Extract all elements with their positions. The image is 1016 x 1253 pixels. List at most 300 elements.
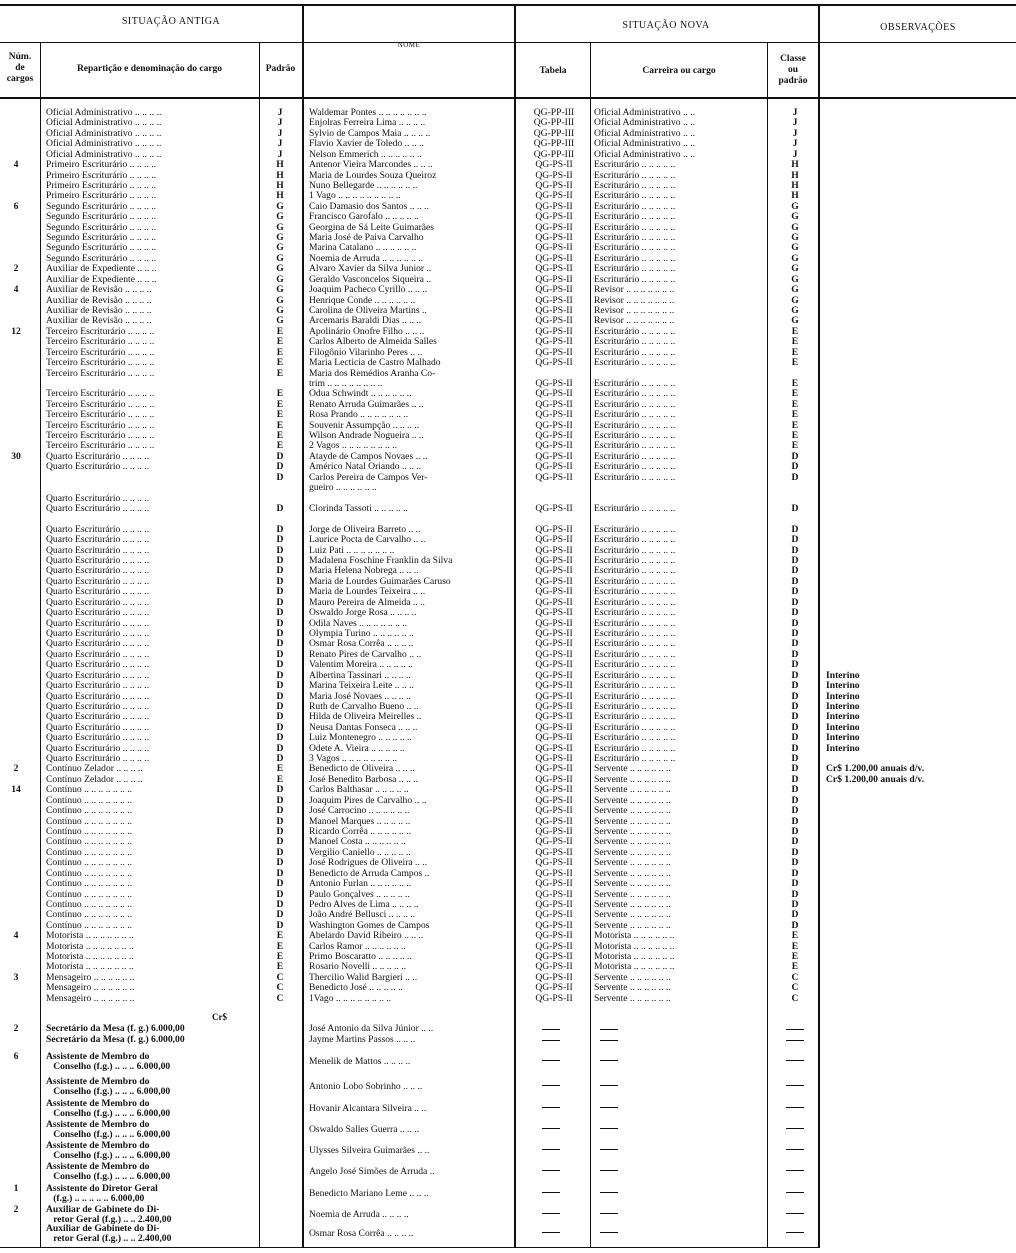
class-grade: D	[791, 597, 799, 608]
career: Escriturário .. .. .. .. ..	[594, 180, 676, 191]
gratified-post: Conselho (f.g.) .. .. .. 6.000,00	[46, 1150, 171, 1162]
employee-name: Antonio Furlan .. .. .. .. .. ..	[309, 879, 412, 890]
table-row	[0, 504, 1016, 514]
col-header-padrao: Padrão	[265, 64, 296, 74]
career: Revisor .. .. .. .. .. .. ..	[594, 305, 675, 316]
old-grade: D	[276, 733, 284, 744]
old-grade: E	[276, 774, 284, 785]
table-row	[0, 181, 1016, 191]
old-post: Contínuo .. .. .. .. .. .. ..	[46, 910, 133, 921]
employee-name: João André Bellusci .. .. .. ..	[309, 910, 416, 921]
table-code: QG-PS-II	[535, 712, 573, 723]
old-post: Quarto Escriturário .. .. .. ..	[46, 691, 150, 702]
old-grade: D	[276, 503, 284, 514]
table-row	[0, 264, 1016, 274]
old-post: Quarto Escriturário .. .. .. ..	[46, 608, 150, 619]
table-row	[0, 921, 1016, 931]
employee-name: Luiz Montenegro .. .. .. .. ..	[309, 733, 412, 744]
employee-name: Jayme Martins Passos .. .. ..	[309, 1034, 416, 1045]
table-code: QG-PP-III	[533, 118, 575, 129]
old-grade: C	[276, 972, 284, 983]
table-code: QG-PS-II	[535, 201, 573, 212]
table-code: QG-PS-II	[535, 180, 573, 191]
gratified-row	[0, 1141, 1016, 1162]
employee-name: Carlos Ramor .. .. .. .. .. ..	[309, 941, 406, 952]
gratified-post: Conselho (f.g.) .. .. .. 6.000,00	[46, 1086, 171, 1098]
employee-name: Odila Naves .. .. .. .. .. .. ..	[309, 618, 408, 629]
old-post: Auxiliar de Revisão .. .. .. ..	[46, 305, 152, 316]
table-code: QG-PS-II	[535, 441, 573, 452]
class-grade: C	[791, 993, 799, 1004]
class-grade: D	[791, 639, 799, 650]
old-post: Contínuo .. .. .. .. .. .. ..	[46, 816, 133, 827]
employee-name: Odua Schwindt .. .. .. .. .. ..	[309, 389, 412, 400]
class-dash	[786, 1128, 804, 1129]
career: Escriturário .. .. .. .. ..	[594, 399, 676, 410]
career-dash	[600, 1128, 618, 1129]
table-code: QG-PS-II	[535, 326, 573, 337]
employee-name: Valentim Moreira .. .. .. .. ..	[309, 660, 413, 671]
old-grade: E	[276, 337, 284, 348]
table-dash	[542, 1128, 560, 1129]
employee-name: Alvaro Xavier da Silva Junior ..	[309, 264, 432, 275]
gratified-post: Assistente de Membro do	[46, 1119, 150, 1130]
table-row	[0, 671, 1016, 681]
table-row	[0, 890, 1016, 900]
old-post: Terceiro Escriturário .. .. .. ..	[46, 389, 155, 400]
gratified-post: Assistente de Membro do	[46, 1098, 150, 1109]
old-post: Quarto Escriturário .. .. .. ..	[46, 639, 150, 650]
class-grade: G	[791, 253, 799, 264]
table-row	[0, 129, 1016, 139]
old-grade: G	[276, 285, 284, 296]
old-post: Quarto Escriturário .. .. .. ..	[46, 660, 150, 671]
table-code: QG-PS-II	[535, 420, 573, 431]
old-post: Motorista .. .. .. .. .. .. ..	[46, 962, 134, 973]
old-post: Contínuo .. .. .. .. .. .. ..	[46, 868, 133, 879]
gratified-row	[0, 1035, 1016, 1045]
table-code: QG-PS-II	[535, 629, 573, 639]
career: Escriturário .. .. .. .. ..	[594, 201, 676, 212]
employee-name: Madalena Foschine Franklin da Silva	[309, 556, 453, 567]
employee-name: Menelik de Mattos .. .. .. ..	[309, 1056, 411, 1068]
old-grade: J	[277, 118, 283, 129]
col-header-reparticao: Repartição e denominação do cargo	[76, 64, 223, 74]
observation: Interino	[826, 743, 860, 754]
cargo-count: 6	[13, 1051, 19, 1062]
old-grade: G	[276, 212, 284, 223]
old-grade: D	[276, 701, 284, 712]
class-grade: D	[791, 837, 799, 848]
class-grade: J	[792, 149, 798, 160]
class-grade: E	[791, 441, 799, 452]
table-dash	[542, 1149, 560, 1150]
table-row	[0, 962, 1016, 972]
class-dash	[786, 1232, 804, 1233]
career: Escriturário .. .. .. .. ..	[594, 378, 676, 389]
table-code: QG-PS-II	[535, 212, 573, 223]
old-grade: H	[276, 160, 284, 171]
employee-name: Sylvio de Campos Maia .. .. .. ..	[309, 128, 431, 139]
old-post: Primeiro Escriturário .. .. .. ..	[46, 180, 157, 191]
employee-name: Hovanir Alcantara Silveira .. ..	[309, 1103, 427, 1115]
career: Escriturário .. .. .. .. ..	[594, 420, 676, 431]
old-grade: D	[276, 472, 284, 483]
table-code: QG-PS-II	[535, 243, 573, 254]
table-row	[0, 483, 1016, 493]
employee-name: Arcemaris Baraldi Dias .. .. ..	[309, 316, 422, 327]
career: Servente .. .. .. .. .. ..	[594, 837, 671, 848]
table-row	[0, 775, 1016, 785]
table-dash	[542, 1192, 560, 1193]
class-grade: D	[791, 795, 799, 806]
table-code: QG-PS-II	[535, 222, 573, 233]
table-row	[0, 243, 1016, 253]
old-grade: D	[276, 889, 284, 900]
table-code: QG-PS-II	[535, 889, 573, 900]
table-dash	[542, 1085, 560, 1086]
gratified-row	[0, 1052, 1016, 1073]
table-code: QG-PS-II	[535, 774, 573, 785]
class-grade: D	[791, 754, 799, 765]
gratified-post: Auxiliar de Gabinete do Di-	[46, 1204, 160, 1215]
old-post: Contínuo .. .. .. .. .. .. ..	[46, 847, 133, 858]
career: Escriturário .. .. .. .. ..	[594, 441, 676, 452]
career: Oficial Administrativo .. ..	[594, 118, 695, 129]
career: Servente .. .. .. .. .. ..	[594, 847, 671, 858]
table-code: QG-PS-II	[535, 170, 573, 181]
class-grade: D	[791, 910, 799, 921]
employee-name: Benedicto José .. .. .. .. ..	[309, 983, 403, 994]
career: Escriturário .. .. .. .. ..	[594, 701, 676, 712]
career: Escriturário .. .. .. .. ..	[594, 535, 676, 546]
table-row	[0, 525, 1016, 535]
employee-name: Maria José Novaes .. .. .. ..	[309, 691, 411, 702]
class-grade: G	[791, 305, 799, 316]
class-dash	[786, 1107, 804, 1108]
employee-name: Souvenir Assumpção .. .. .. ..	[309, 420, 420, 431]
table-code: QG-PS-II	[535, 879, 573, 890]
table-code: QG-PS-II	[535, 910, 573, 921]
table-code: QG-PS-II	[535, 462, 573, 473]
class-grade: C	[791, 972, 799, 983]
table-code: QG-PP-III	[533, 139, 575, 150]
class-grade: D	[791, 889, 799, 900]
table-code: QG-PS-II	[535, 399, 573, 410]
old-post: Terceiro Escriturário .. .. .. ..	[46, 347, 155, 358]
table-code: QG-PS-II	[535, 639, 573, 650]
employee-name: José Rodrigues de Oliveira .. ..	[309, 858, 428, 869]
old-grade: D	[276, 545, 284, 556]
class-grade: D	[791, 545, 799, 556]
old-post: Motorista .. .. .. .. .. .. ..	[46, 952, 134, 963]
class-grade: D	[791, 920, 799, 931]
old-post: Quarto Escriturário .. .. .. ..	[46, 524, 150, 535]
table-row	[0, 233, 1016, 243]
class-grade: D	[791, 816, 799, 827]
class-grade: D	[791, 472, 799, 483]
old-grade: G	[276, 316, 284, 327]
table-code: QG-PS-II	[535, 233, 573, 244]
employee-name: Odete A. Vieira .. .. .. .. ..	[309, 743, 405, 754]
table-row	[0, 942, 1016, 952]
class-grade: G	[791, 201, 799, 212]
gratified-post: Assistente de Membro do	[46, 1140, 150, 1151]
employee-name: 3 Vagos .. .. .. .. .. .. .. ..	[309, 754, 398, 765]
career: Servente .. .. .. .. .. ..	[594, 972, 671, 983]
employee-name: José Antonio da Silva Júnior .. ..	[309, 1023, 434, 1034]
old-post: Contínuo .. .. .. .. .. .. ..	[46, 858, 133, 869]
table-code: QG-PS-II	[535, 816, 573, 827]
observation: Cr$ 1.200,00 anuais d/v.	[826, 774, 925, 785]
table-code: QG-PS-II	[535, 618, 573, 629]
career: Escriturário .. .. .. .. ..	[594, 347, 676, 358]
employee-name: Enjolras Ferreira Lima .. .. .. ..	[309, 118, 426, 129]
old-grade: E	[276, 941, 284, 952]
employee-name: Manoel Marques .. .. .. .. ..	[309, 816, 411, 827]
career: Revisor .. .. .. .. .. .. ..	[594, 295, 675, 306]
employee-name: Oswaldo Salles Guerra .. .. ..	[309, 1124, 420, 1136]
table-code: QG-PS-II	[535, 931, 573, 942]
old-grade: D	[276, 754, 284, 765]
employee-name: Paulo Gonçalves .. .. .. .. ..	[309, 889, 410, 900]
old-grade: D	[276, 826, 284, 837]
old-post: Quarto Escriturário .. .. .. ..	[46, 493, 150, 504]
table-row	[0, 629, 1016, 639]
career: Escriturário .. .. .. .. ..	[594, 556, 676, 567]
class-grade: D	[791, 524, 799, 535]
employee-name: Rosario Novelli .. .. .. .. ..	[309, 962, 406, 973]
table-dash	[542, 1213, 560, 1214]
old-grade: D	[276, 660, 284, 671]
old-post: Terceiro Escriturário .. .. .. ..	[46, 431, 155, 442]
employee-name: Joaquim Pacheco Cyrillo .. .. ..	[309, 285, 428, 296]
class-dash	[786, 1149, 804, 1150]
table-code: QG-PS-II	[535, 701, 573, 712]
class-grade: E	[791, 952, 799, 963]
table-row	[0, 410, 1016, 420]
class-grade: C	[791, 983, 799, 994]
old-grade: D	[276, 806, 284, 817]
table-code: QG-PS-II	[535, 358, 573, 369]
old-grade: J	[277, 128, 283, 139]
gratified-post: Secretário da Mesa (f. g.) 6.000,00	[46, 1034, 185, 1045]
old-post: Terceiro Escriturário .. .. .. ..	[46, 410, 155, 421]
employee-name: Maria de Lourdes Guimarães Caruso	[309, 576, 451, 587]
career: Escriturário .. .. .. .. ..	[594, 503, 676, 514]
employee-name: Carlos Pereira de Campos Ver-	[309, 472, 428, 483]
old-grade: E	[276, 368, 284, 379]
old-post: Quarto Escriturário .. .. .. ..	[46, 743, 150, 754]
career: Escriturário .. .. .. .. ..	[594, 566, 676, 577]
career: Escriturário .. .. .. .. ..	[594, 337, 676, 348]
old-grade: D	[276, 608, 284, 619]
class-grade: D	[791, 847, 799, 858]
table-row	[0, 337, 1016, 347]
employee-name: Geraldo Vasconcelos Siqueira ..	[309, 274, 432, 285]
old-grade: E	[276, 431, 284, 442]
old-grade: D	[276, 795, 284, 806]
table-code: QG-PS-II	[535, 754, 573, 765]
table-row	[0, 139, 1016, 149]
table-row	[0, 910, 1016, 920]
old-grade: D	[276, 576, 284, 587]
col-header-num: Núm. de cargos	[6, 52, 34, 84]
old-grade: D	[276, 785, 284, 796]
employee-name: José Carrocino .. .. .. .. .. ..	[309, 806, 410, 817]
cargo-count: 4	[13, 931, 19, 942]
table-dash	[542, 1232, 560, 1233]
gratified-row	[0, 1162, 1016, 1183]
old-grade: D	[276, 451, 284, 462]
table-code: QG-PS-II	[535, 649, 573, 660]
table-row	[0, 566, 1016, 576]
table-dash	[542, 1060, 560, 1061]
career: Escriturário .. .. .. .. ..	[594, 160, 676, 171]
gratified-post: Secretário da Mesa (f. g.) 6.000,00	[46, 1023, 185, 1034]
career: Escriturário .. .. .. .. ..	[594, 608, 676, 619]
career: Escriturário .. .. .. .. ..	[594, 545, 676, 556]
table-row	[0, 858, 1016, 868]
observation: Interino	[826, 701, 860, 712]
gratified-post: retor Geral (f.g.) .. .. 2.400,00	[46, 1214, 172, 1226]
class-grade: D	[791, 743, 799, 754]
class-grade: D	[791, 587, 799, 598]
employee-name: Washington Gomes de Campos	[309, 920, 430, 931]
employee-name: Antonio Lobo Sobrinho .. .. ..	[309, 1081, 423, 1093]
old-post: Auxiliar de Revisão .. .. .. ..	[46, 295, 152, 306]
employee-name: Manoel Costa .. .. .. .. .. ..	[309, 837, 406, 848]
old-grade: D	[276, 743, 284, 754]
old-post: Motorista .. .. .. .. .. .. ..	[46, 941, 134, 952]
class-grade: G	[791, 212, 799, 223]
table-row	[0, 254, 1016, 264]
career: Revisor .. .. .. .. .. .. ..	[594, 316, 675, 327]
table-row	[0, 358, 1016, 368]
table-code: QG-PS-II	[535, 837, 573, 848]
table-code: QG-PS-II	[535, 285, 573, 296]
career: Escriturário .. .. .. .. ..	[594, 576, 676, 587]
cargo-count: 30	[11, 451, 21, 462]
career-dash	[600, 1107, 618, 1108]
employee-name: Thercilio Walid Bargieri .. ..	[309, 972, 418, 983]
class-grade: D	[791, 576, 799, 587]
old-post: Segundo Escriturário .. .. .. ..	[46, 222, 157, 233]
employee-name: Renato Pires de Carvalho .. ..	[309, 649, 422, 660]
employee-name: José Benedito Barbosa .. .. ..	[309, 774, 418, 785]
table-row	[0, 650, 1016, 660]
old-post: Quarto Escriturário .. .. .. ..	[46, 535, 150, 546]
cargo-count: 2	[13, 764, 19, 775]
table-row	[0, 587, 1016, 597]
table-code: QG-PP-III	[533, 149, 575, 160]
career: Motorista .. .. .. .. .. ..	[594, 952, 675, 963]
table-row	[0, 869, 1016, 879]
table-code: QG-PS-II	[535, 691, 573, 702]
old-grade: E	[276, 399, 284, 410]
class-grade: E	[791, 931, 799, 942]
table-dash	[542, 1170, 560, 1171]
cargo-count: 6	[13, 201, 19, 212]
gratified-row	[0, 1099, 1016, 1120]
table-row	[0, 702, 1016, 712]
table-row	[0, 285, 1016, 295]
old-grade: D	[276, 837, 284, 848]
cargo-count: 3	[13, 972, 19, 983]
gratified-row	[0, 1184, 1016, 1205]
career: Escriturário .. .. .. .. ..	[594, 212, 676, 223]
old-post: Terceiro Escriturário .. .. .. ..	[46, 358, 155, 369]
old-post: Quarto Escriturário .. .. .. ..	[46, 597, 150, 608]
old-post: Segundo Escriturário .. .. .. ..	[46, 212, 157, 223]
old-post: Quarto Escriturário .. .. .. ..	[46, 681, 150, 692]
gratified-row	[0, 1077, 1016, 1098]
table-code: QG-PS-II	[535, 993, 573, 1004]
cargo-count: 4	[13, 285, 19, 296]
old-post: Quarto Escriturário .. .. .. ..	[46, 649, 150, 660]
class-grade: G	[791, 222, 799, 233]
table-code: QG-PS-II	[535, 576, 573, 587]
old-grade: G	[276, 201, 284, 212]
career: Servente .. .. .. .. .. ..	[594, 785, 671, 796]
table-row	[0, 556, 1016, 566]
career: Oficial Administrativo .. ..	[594, 149, 695, 160]
gratified-post: Auxiliar de Gabinete do Di-	[46, 1223, 160, 1234]
old-grade: D	[276, 920, 284, 931]
class-grade: G	[791, 233, 799, 244]
old-grade: G	[276, 222, 284, 233]
table-row	[0, 108, 1016, 118]
old-post: Segundo Escriturário .. .. .. ..	[46, 243, 157, 254]
table-row	[0, 619, 1016, 629]
career: Servente .. .. .. .. .. ..	[594, 899, 671, 910]
employee-name: Albertina Tassinari .. .. .. ..	[309, 670, 411, 681]
old-grade: D	[276, 899, 284, 910]
table-row	[0, 223, 1016, 233]
career: Escriturário .. .. .. .. ..	[594, 253, 676, 264]
class-grade: D	[791, 701, 799, 712]
career: Servente .. .. .. .. .. ..	[594, 920, 671, 931]
career: Escriturário .. .. .. .. ..	[594, 629, 676, 639]
class-grade: D	[791, 858, 799, 869]
table-code: QG-PS-II	[535, 337, 573, 348]
old-grade: E	[276, 931, 284, 942]
old-grade: D	[276, 462, 284, 473]
old-post: Mensageiro .. .. .. .. .. ..	[46, 972, 135, 983]
gratified-post: Assistente de Membro do	[46, 1076, 150, 1087]
table-row	[0, 712, 1016, 722]
class-grade: E	[791, 431, 799, 442]
career-dash	[600, 1040, 618, 1041]
employee-name: Jorge de Oliveira Barreto .. ..	[309, 524, 421, 535]
class-grade: D	[791, 462, 799, 473]
employee-name: Neusa Dantas Fonseca .. .. ..	[309, 722, 418, 733]
class-dash	[786, 1060, 804, 1061]
table-row	[0, 577, 1016, 587]
table-row	[0, 275, 1016, 285]
class-grade: E	[791, 941, 799, 952]
class-grade: J	[792, 139, 798, 150]
table-row	[0, 316, 1016, 326]
gratified-post: Conselho (f.g.) .. .. .. 6.000,00	[46, 1061, 171, 1073]
old-post: Quarto Escriturário .. .. .. ..	[46, 701, 150, 712]
employee-name: Nuno Bellegarde .. .. .. .. .. ..	[309, 180, 418, 191]
class-grade: E	[791, 326, 799, 337]
career: Servente .. .. .. .. .. ..	[594, 889, 671, 900]
employee-name: Clorinda Tassoti .. .. .. .. ..	[309, 503, 408, 514]
old-post: Primeiro Escriturário .. .. .. ..	[46, 170, 157, 181]
old-post: Quarto Escriturário .. .. .. ..	[46, 576, 150, 587]
